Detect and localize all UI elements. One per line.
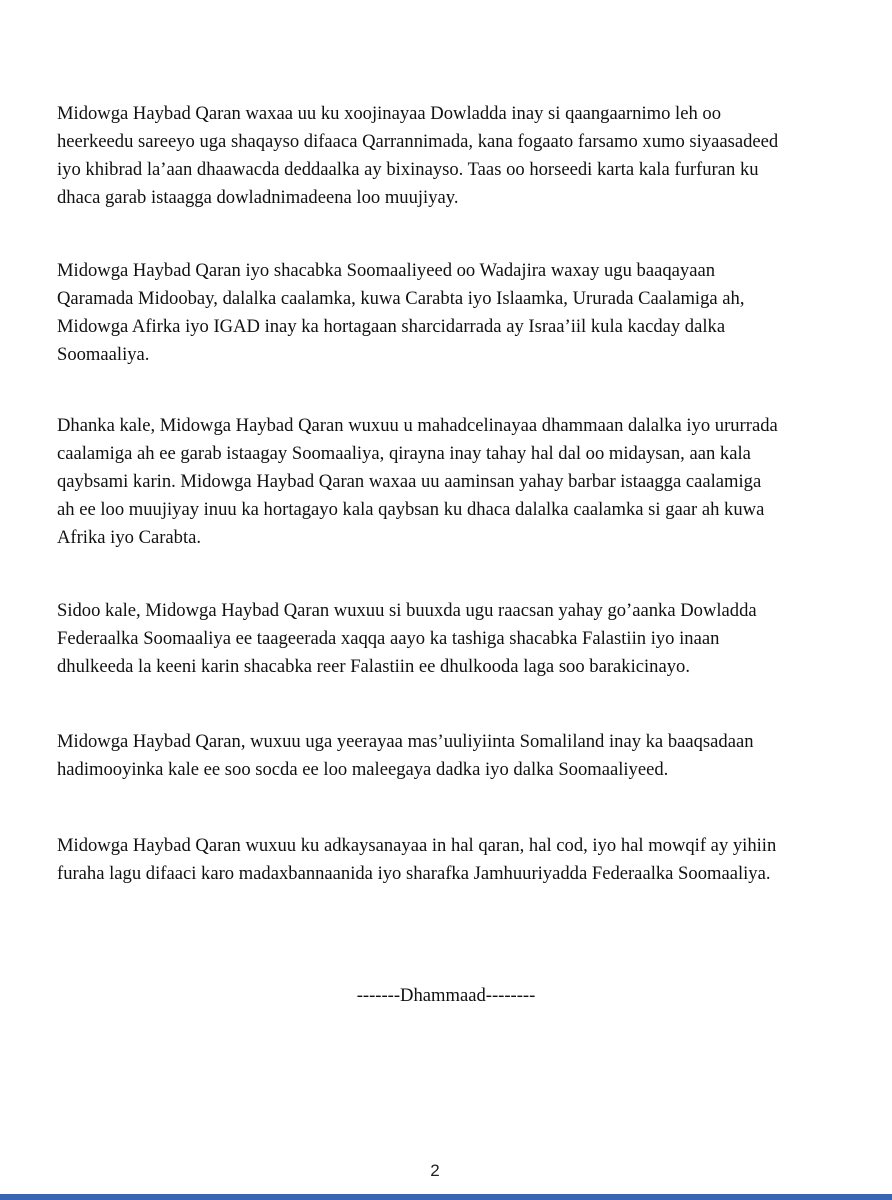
paragraph-line: heerkeedu sareeyo uga shaqayso difaaca Qarrannimada, kana fogaato farsamo xumo siyaasadeed (57, 131, 779, 152)
paragraph-line: Midowga Haybad Qaran iyo shacabka Soomaaliyeed oo Wadajira waxay ugu baaqayaan (57, 260, 715, 281)
paragraph-line: Dhanka kale, Midowga Haybad Qaran wuxuu u mahadcelinayaa dhammaan dalalka iyo ururrada (57, 415, 778, 436)
paragraph-line: hadimooyinka kale ee soo socda ee loo maleegaya dadka iyo dalka Soomaaliyeed. (57, 759, 669, 780)
paragraph-line: qaybsami karin. Midowga Haybad Qaran waxaa uu aaminsan yahay barbar istaagga caalamiga (57, 471, 762, 492)
paragraph-6 (57, 832, 827, 888)
paragraph-4 (57, 597, 827, 681)
paragraph-line: caalamiga ah ee garab istaagay Soomaaliya, qirayna inay tahay hal dal oo midaysan, aan kala (57, 443, 751, 464)
paragraph-3 (57, 412, 827, 552)
paragraph-1 (57, 100, 827, 212)
paragraph-line: ah ee loo muujiyay inuu ka hortagayo kala qaybsan ku dhaca dalalka caalamka si gaar ah kuwa (57, 499, 765, 520)
paragraph-line: Federaalka Soomaaliya ee taageerada xaqqa aayo ka tashiga shacabka Falastiin iyo inaan (57, 628, 720, 649)
paragraph-line: iyo khibrad la’aan dhaawacda deddaalka ay bixinayso. Taas oo horseedi karta kala furfuran ku (57, 159, 759, 180)
page-number: 2 (430, 1161, 440, 1180)
paragraph-line: furaha lagu difaaci karo madaxbannaanida iyo sharafka Jamhuuriyadda Federaalka Soomaaliya. (57, 863, 771, 884)
paragraph-line: Midowga Haybad Qaran wuxuu ku adkaysanayaa in hal qaran, hal cod, iyo hal mowqif ay yihiin (57, 835, 777, 856)
paragraph-line: dhaca garab istaagga dowladnimadeena loo muujiyay. (57, 187, 459, 208)
paragraph-5 (57, 728, 827, 784)
paragraph-2 (57, 257, 827, 369)
paragraph-line: Qaramada Midoobay, dalalka caalamka, kuwa Carabta iyo Islaamka, Ururada Caalamiga ah, (57, 288, 745, 309)
footer-rule (0, 1194, 892, 1200)
paragraph-line: Soomaaliya. (57, 344, 150, 365)
paragraph-line: Sidoo kale, Midowga Haybad Qaran wuxuu si buuxda ugu raacsan yahay go’aanka Dowladda (57, 600, 757, 621)
paragraph-line: dhulkeeda la keeni karin shacabka reer Falastiin ee dhulkooda laga soo barakicinayo. (57, 656, 690, 677)
paragraph-line: Midowga Haybad Qaran waxaa uu ku xoojinayaa Dowladda inay si qaangaarnimo leh oo (57, 103, 722, 124)
paragraph-line: Midowga Haybad Qaran, wuxuu uga yeerayaa mas’uuliyiinta Somaliland inay ka baaqsadaan (57, 731, 754, 752)
paragraph-line: Afrika iyo Carabta. (57, 527, 202, 548)
paragraph-line: Midowga Afirka iyo IGAD inay ka hortagaan sharcidarrada ay Israa’iil kula kacday dalka (57, 316, 726, 337)
end-marker: -------Dhammaad-------- (356, 985, 536, 1006)
